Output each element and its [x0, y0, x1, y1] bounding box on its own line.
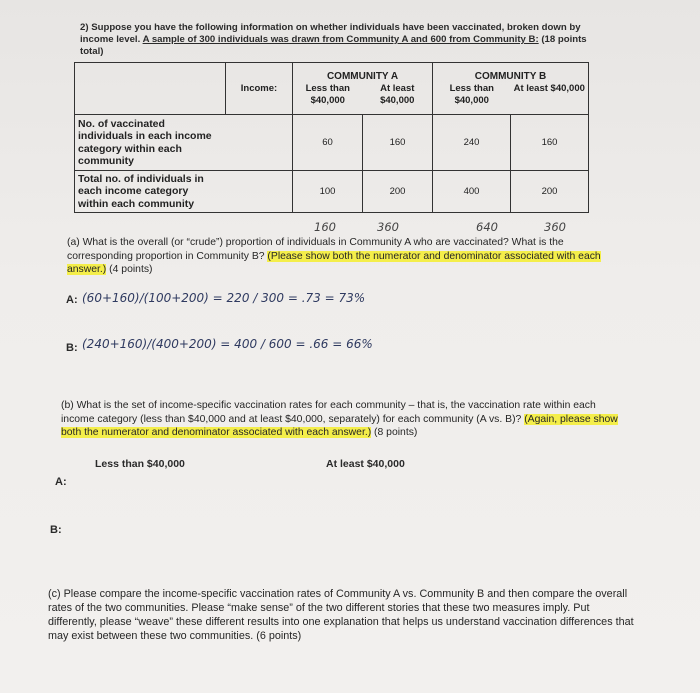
cell-a-atleast-vaccinated: 160	[363, 115, 433, 171]
community-b-header	[433, 63, 589, 115]
question-a-points: (4 points)	[106, 264, 153, 275]
answer-b-work: (240+160)/(400+200) = 400 / 600 = .66 = 66%	[82, 337, 373, 351]
question-c: (c) Please compare the income-specific vaccination rates of Community A vs. Community B and then compare the overall rates of the two communities. Please “make sense” of the two different stories that these two measures imply. Put differently, please “weave” these different results into one explanation that helps us understand vaccination differences that may exist between these two communities. (6 points)	[48, 588, 634, 642]
cell-a-less-total: 100	[293, 171, 363, 213]
subheader-a-less: Less than $40,000	[305, 82, 350, 106]
cell-a-atleast-total: 200	[363, 171, 433, 213]
answer-a-label: A:	[66, 294, 78, 306]
community-b-title: COMMUNITY B	[474, 70, 547, 82]
question-b-highlight: (Again, please show both the numerator and denominator associated with each answer.)	[61, 413, 618, 438]
cell-a-less-vaccinated: 60	[293, 115, 363, 171]
answer-b-row-b-label: B:	[50, 524, 62, 536]
column-less-than: Less than $40,000	[95, 458, 185, 470]
question-a	[67, 236, 615, 277]
cell-b-less-vaccinated: 240	[433, 115, 511, 171]
handwritten-total-1: 160	[314, 220, 336, 234]
question-b-points: (8 points)	[371, 427, 418, 438]
question-b-text: (b) What is the set of income-specific vaccination rates for each community – that is, the vaccination rate within each income category (less than $40,000 and at least $40,000, separately) for each community (A vs. B)?	[61, 400, 596, 425]
row-label-vaccinated: No. of vaccinated individuals in each income category within each community	[75, 115, 293, 171]
row-label-total: Total no. of individuals in each income category within each community	[75, 171, 293, 213]
income-label-cell	[226, 63, 293, 115]
handwritten-total-3: 640	[476, 220, 498, 234]
cell-b-atleast-total: 200	[511, 171, 589, 213]
subheader-b-less: Less than $40,000	[449, 82, 494, 106]
community-a-header	[293, 63, 433, 115]
cell-b-less-total: 400	[433, 171, 511, 213]
vaccination-table	[74, 62, 589, 213]
question-a-highlight: (Please show both the numerator and denominator associated with each answer.)	[67, 250, 601, 275]
income-label: Income:	[240, 82, 278, 94]
handwritten-total-2: 360	[377, 220, 399, 234]
question-b	[61, 399, 621, 440]
intro-points: (18 points total)	[80, 34, 587, 57]
subheader-b-atleast: At least $40,000	[513, 82, 585, 94]
question-a-text: (a) What is the overall (or “crude”) proportion of individuals in Community A who are vaccinated? What is the corresponding proportion in Community B?	[67, 237, 564, 262]
problem-number: 2)	[80, 22, 89, 33]
problem-intro	[80, 22, 600, 58]
cell-b-atleast-vaccinated: 160	[511, 115, 589, 171]
subheader-a-atleast: At least $40,000	[380, 82, 415, 106]
handwritten-total-4: 360	[544, 220, 566, 234]
answer-b-row-a-label: A:	[55, 476, 67, 488]
answer-a-work: (60+160)/(100+200) = 220 / 300 = .73 = 73%	[82, 291, 366, 305]
table-corner	[75, 63, 226, 115]
answer-b-label: B:	[66, 342, 78, 354]
intro-sample-text: A sample of 300 individuals was drawn from Community A and 600 from Community B:	[142, 34, 539, 45]
intro-text: Suppose you have the following information on whether individuals have been vaccinated, broken down by income level.	[80, 22, 581, 45]
column-at-least: At least $40,000	[326, 458, 405, 470]
community-a-title: COMMUNITY A	[326, 70, 399, 82]
